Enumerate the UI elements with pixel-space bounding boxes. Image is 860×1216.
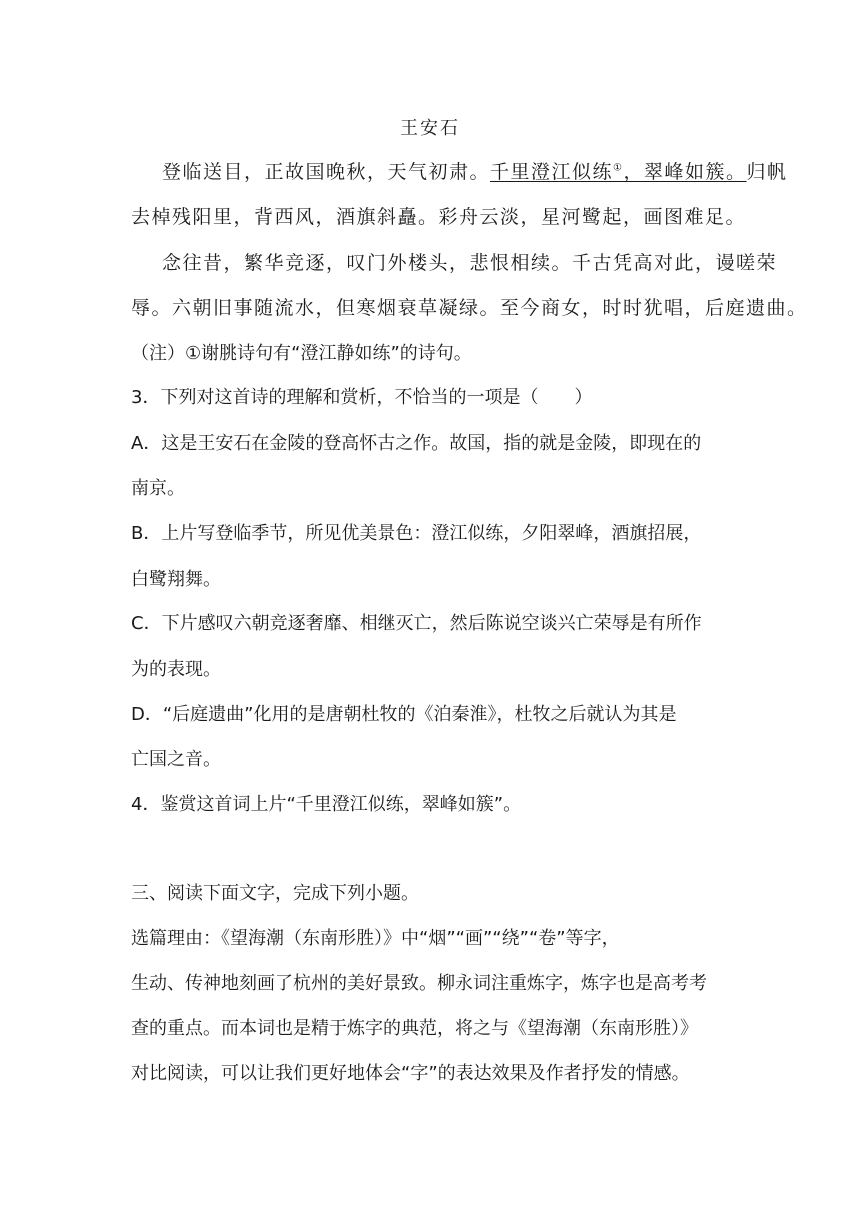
poem-text: 登临送目，正故国晚秋，天气初肃。 — [162, 161, 491, 183]
poem-author: 王安石 — [400, 118, 460, 139]
question-4: 4．鉴赏这首词上片“千里澄江似练，翠峰如簇”。 — [131, 794, 522, 815]
poem-text: 归帆 — [746, 161, 788, 183]
poem-note: （注）①谢朓诗句有“澄江静如练”的诗句。 — [131, 343, 472, 364]
section-3-paragraph-line1: 选篇理由：《望海潮（东南形胜）》中“烟”“画”“绕”“卷”等字， — [131, 928, 620, 949]
section-3-paragraph-line2: 生动、传神地刻画了杭州的美好景致。柳永词注重炼字，炼字也是高考考 — [131, 973, 707, 994]
poem-stanza2-line2: 辱。六朝旧事随流水，但寒烟衰草凝绿。至今商女，时时犹唱，后庭遗曲。 — [131, 297, 808, 319]
underlined-phrase: 千里澄江似练①，翠峰如簇。 — [490, 161, 747, 183]
option-c-line2: 为的表现。 — [131, 659, 221, 680]
question-3-stem: 3．下列对这首诗的理解和赏析，不恰当的一项是（ ） — [131, 387, 593, 408]
poem-stanza1-line2: 去棹残阳里，背西风，酒旗斜矗。彩舟云淡，星河鹭起，画图难足。 — [131, 206, 747, 228]
section-3-paragraph-line3: 查的重点。而本词也是精于炼字的典范，将之与《望海潮（东南形胜）》 — [131, 1018, 698, 1039]
poem-stanza1-line1 — [131, 158, 788, 186]
option-b-line1: B．上片写登临季节，所见优美景色：澄江似练，夕阳翠峰，酒旗招展， — [131, 523, 702, 544]
option-b-line2: 白鹭翔舞。 — [131, 569, 221, 590]
section-3-paragraph-line4: 对比阅读，可以让我们更好地体会“字”的表达效果及作者抒发的情感。 — [131, 1063, 690, 1084]
option-a-line2: 南京。 — [131, 478, 185, 499]
option-d-line1: D．“后庭遗曲”化用的是唐朝杜牧的《泊秦淮》，杜牧之后就认为其是 — [131, 704, 677, 725]
option-a-line1: A．这是王安石在金陵的登高怀古之作。故国，指的就是金陵，即现在的 — [131, 433, 702, 454]
section-3-heading: 三、阅读下面文字，完成下列小题。 — [131, 883, 419, 904]
poem-stanza2-line1: 念往昔，繁华竞逐，叹门外楼头，悲恨相续。千古凭高对此，谩嗟荣 — [162, 252, 778, 274]
option-c-line1: C．下片感叹六朝竞逐奢靡、相继灭亡，然后陈说空谈兴亡荣辱是有所作 — [131, 613, 702, 634]
option-d-line2: 亡国之音。 — [131, 749, 221, 770]
footnote-marker: ① — [613, 162, 624, 174]
